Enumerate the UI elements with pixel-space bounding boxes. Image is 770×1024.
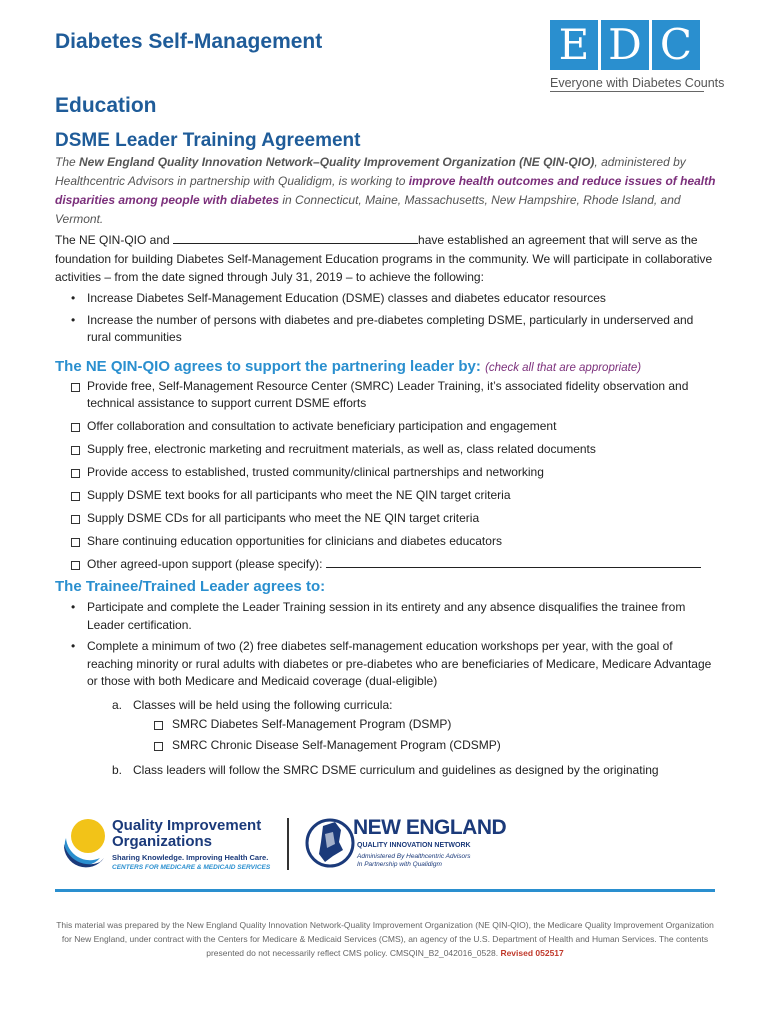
- qio-logo-line4: CENTERS FOR MEDICARE & MEDICAID SERVICES: [112, 864, 271, 871]
- support-heading: The NE QIN-QIO agrees to support the partnering leader by: (check all that are appropriate): [55, 358, 642, 375]
- page-title-line2: Education: [55, 94, 157, 117]
- intro-paragraph: The New England Quality Innovation Network–Quality Improvement Organization (NE QIN-QIO), administered by Healthcentric Advisors in partnership with Qualidigm, is working to improve health outcomes and reduce issues of health disparities among people with diabetes in Connecticut, Maine, Massachusetts, New Hampshire, Rhode Island, and Vermont.: [55, 155, 716, 226]
- ne-qin-logo: [305, 812, 505, 878]
- checkbox[interactable]: [154, 721, 163, 730]
- list-item: • Participate and complete the Leader Training session in its entirety and any absence disqualifies the trainee from Leader certification.: [55, 599, 720, 634]
- logo-divider: [287, 818, 289, 870]
- revision-note: Revised 052517: [500, 948, 564, 958]
- edc-logo: [550, 20, 725, 92]
- ne-logo-line3: Administered By Healthcentric Advisors In Partnership with Qualidigm: [357, 853, 471, 868]
- edc-letter-e: E: [550, 20, 598, 70]
- curriculum-item: SMRC Chronic Disease Self-Management Program (CDSMP): [154, 737, 501, 754]
- list-item: Supply DSME CDs for all participants who meet the NE QIN target criteria: [55, 510, 725, 527]
- list-item: Provide free, Self-Management Resource Center (SMRC) Leader Training, it’s associated fidelity observation and technical assistance to support current DSME efforts: [55, 378, 725, 412]
- other-support-field[interactable]: [326, 556, 701, 568]
- goals-list: [55, 290, 720, 351]
- sub-item-b: Class leaders will follow the SMRC DSME curriculum and guidelines as designed by the originating: [133, 763, 659, 777]
- goal-highlight: improve health outcomes and reduce issues of health disparities among people with diabetes: [55, 174, 716, 207]
- checkbox[interactable]: [71, 383, 80, 392]
- qio-logo-line1: Quality Improvement: [112, 817, 262, 834]
- list-item: Share continuing education opportunities for clinicians and diabetes educators: [55, 533, 725, 550]
- list-item: Provide access to established, trusted community/clinical partnerships and networking: [55, 464, 725, 481]
- edc-letter-c: C: [652, 20, 700, 70]
- list-item: Supply free, electronic marketing and recruitment materials, as well as, class related documents: [55, 441, 725, 458]
- ne-logo-line2: QUALITY INNOVATION NETWORK: [357, 842, 471, 849]
- list-item: • Increase Diabetes Self-Management Education (DSME) classes and diabetes educator resources: [55, 290, 720, 308]
- support-note: (check all that are appropriate): [485, 362, 642, 374]
- trainee-heading: The Trainee/Trained Leader agrees to:: [55, 578, 326, 595]
- footer-divider: [55, 889, 715, 892]
- support-checklist: [55, 378, 725, 579]
- partner-name-blank[interactable]: [173, 232, 418, 244]
- agreement-paragraph: The NE QIN-QIO and have established an agreement that will serve as the foundation for building Diabetes Self-Management Education programs in the community. We will participate in collaborative activities – from the date signed through July 31, 2019 – to achieve the following:: [55, 233, 713, 284]
- new-england-map-icon: [305, 812, 355, 874]
- checkbox[interactable]: [154, 742, 163, 751]
- sub-item-b-marker: b.: [112, 763, 123, 777]
- edc-tagline: Everyone with Diabetes Counts: [550, 76, 725, 90]
- checkbox[interactable]: [71, 538, 80, 547]
- org-name: New England Quality Innovation Network–Quality Improvement Organization (NE QIN-QIO): [79, 155, 595, 169]
- page-title-line1: Diabetes Self-Management: [55, 30, 323, 53]
- checkbox[interactable]: [71, 446, 80, 455]
- checkbox[interactable]: [71, 561, 80, 570]
- qio-logo-line3: Sharing Knowledge. Improving Health Care.: [112, 853, 269, 862]
- list-item: Other agreed-upon support (please specify):: [55, 556, 725, 573]
- sub-item-a-marker: a.: [112, 698, 123, 712]
- list-item: • Increase the number of persons with diabetes and pre-diabetes completing DSME, particularly in underserved and rural communities: [55, 312, 720, 347]
- list-item: • Complete a minimum of two (2) free diabetes self-management education workshops per year, with the goal of reaching minority or rural adults with diabetes or pre-diabetes who are beneficiaries of Medicare, Medicare Advantage or those with both Medicare and Medicaid coverage (dual-eligible): [55, 638, 720, 691]
- qio-globe-icon: [60, 814, 112, 874]
- qio-logo: [60, 814, 280, 879]
- edc-letter-d: D: [601, 20, 649, 70]
- page-subtitle: DSME Leader Training Agreement: [55, 130, 361, 151]
- curriculum-item: SMRC Diabetes Self-Management Program (DSMP): [154, 716, 451, 733]
- checkbox[interactable]: [71, 515, 80, 524]
- list-item: Supply DSME text books for all participants who meet the NE QIN target criteria: [55, 487, 725, 504]
- list-item: Offer collaboration and consultation to activate beneficiary participation and engagement: [55, 418, 725, 435]
- qio-logo-line2: Organizations: [112, 833, 213, 850]
- ne-logo-line1: NEW ENGLAND: [353, 816, 507, 839]
- trainee-list: [55, 599, 720, 695]
- checkbox[interactable]: [71, 492, 80, 501]
- checkbox[interactable]: [71, 423, 80, 432]
- footer-disclaimer: This material was prepared by the New England Quality Innovation Network-Quality Improvement Organization (NE QIN-QIO), the Medicare Quality Improvement Organization for New England, under contract with the Centers for Medicare & Medicaid Services (CMS), an agency of the U.S. Department of Health and Human Services. The contents presented do not necessarily reflect CMS policy. CMSQIN_B2_042016_0528. Revised 052517: [56, 920, 714, 958]
- sub-item-a: Classes will be held using the following curricula:: [133, 698, 393, 712]
- checkbox[interactable]: [71, 469, 80, 478]
